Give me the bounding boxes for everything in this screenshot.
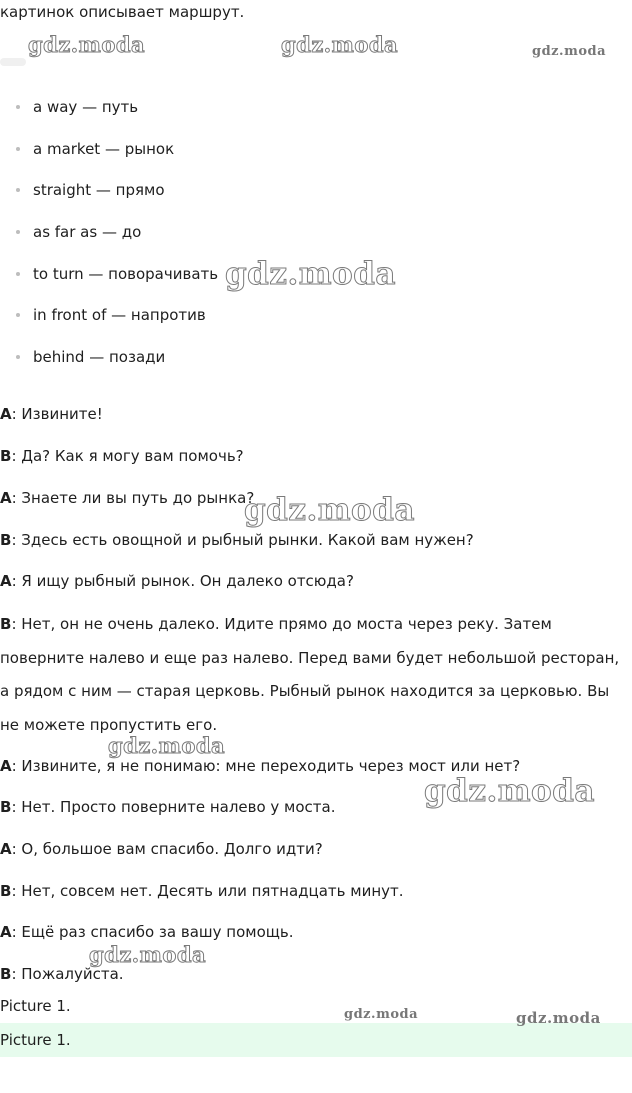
watermark-logo: gdz.moda: [532, 44, 607, 59]
watermark-logo: gdz.moda: [281, 32, 399, 57]
dialogue-text: : О, большое вам спасибо. Долго идти?: [11, 840, 323, 858]
speaker-label: A: [0, 923, 12, 941]
vocabulary-text: behind — позади: [33, 348, 166, 366]
watermark-logo: gdz.moda: [424, 773, 595, 809]
speaker-label: B: [0, 798, 12, 816]
watermark-logo: gdz.moda: [516, 1009, 601, 1027]
dialogue-line: [0, 440, 624, 474]
dialogue-text: : Нет. Просто поверните налево у моста.: [11, 798, 336, 816]
picture-caption: Picture 1.: [0, 997, 71, 1015]
dialogue-text: : Извините, я не понимаю: мне переходить через мост или нет?: [11, 757, 521, 775]
watermark-logo: gdz.moda: [108, 733, 226, 758]
dialogue-line: [0, 608, 624, 743]
dialogue-text: : Нет, совсем нет. Десять или пятнадцать минут.: [11, 882, 404, 900]
picture-caption-highlight: [0, 1023, 632, 1057]
bullet-icon: [16, 272, 20, 276]
dialogue-line: [0, 565, 624, 599]
dialogue-line: [0, 398, 624, 432]
speaker-label: A: [0, 405, 12, 423]
watermark-logo: gdz.moda: [89, 942, 207, 967]
bullet-icon: [16, 355, 20, 359]
vocabulary-text: in front of — напротив: [33, 306, 206, 324]
dialogue-line: [0, 875, 624, 909]
bullet-icon: [16, 105, 20, 109]
vocabulary-text: to turn — поворачивать: [33, 265, 219, 283]
watermark-logo: gdz.moda: [344, 1007, 419, 1022]
vocabulary-text: as far as — до: [33, 223, 142, 241]
bullet-icon: [16, 230, 20, 234]
vocabulary-text: a market — рынок: [33, 140, 175, 158]
bullet-icon: [16, 188, 20, 192]
speaker-label: B: [0, 531, 12, 549]
speaker-label: B: [0, 965, 12, 983]
dialogue-text: : Извините!: [11, 405, 103, 423]
dialogue-text: : Пожалуйста.: [11, 965, 124, 983]
speaker-label: A: [0, 489, 12, 507]
speaker-label: A: [0, 840, 12, 858]
speaker-label: B: [0, 615, 12, 633]
watermark-logo: gdz.moda: [28, 32, 146, 57]
watermark-logo: gdz.moda: [244, 492, 415, 528]
dialogue-line: [0, 833, 624, 867]
picture-caption-highlight-text: Picture 1.: [0, 1031, 71, 1049]
dialogue-text: : Знаете ли вы путь до рынка?: [11, 489, 255, 507]
bullet-icon: [16, 147, 20, 151]
vocabulary-text: straight — прямо: [33, 181, 165, 199]
dialogue-text: : Нет, он не очень далеко. Идите прямо до моста через реку. Затем поверните налево и еще раз налево. Перед вами будет небольшой ресторан, а рядом с ним — старая церковь. Рыбный рынок находится за церковью. Вы не можете пропустить его.: [0, 615, 620, 735]
speaker-label: A: [0, 757, 12, 775]
dialogue-text: : Ещё раз спасибо за вашу помощь.: [11, 923, 294, 941]
speaker-label: B: [0, 447, 12, 465]
dialogue-line: [0, 524, 624, 558]
dialogue-text: : Да? Как я могу вам помочь?: [11, 447, 244, 465]
vocabulary-text: a way — путь: [33, 98, 139, 116]
speaker-label: B: [0, 882, 12, 900]
speaker-label: A: [0, 572, 12, 590]
dialogue-text: : Здесь есть овощной и рыбный рынки. Какой вам нужен?: [11, 531, 474, 549]
intro-text: картинок описывает маршрут.: [0, 3, 245, 21]
watermark-logo: gdz.moda: [225, 256, 396, 292]
bullet-icon: [16, 313, 20, 317]
dialogue-text: : Я ищу рыбный рынок. Он далеко отсюда?: [11, 572, 354, 590]
